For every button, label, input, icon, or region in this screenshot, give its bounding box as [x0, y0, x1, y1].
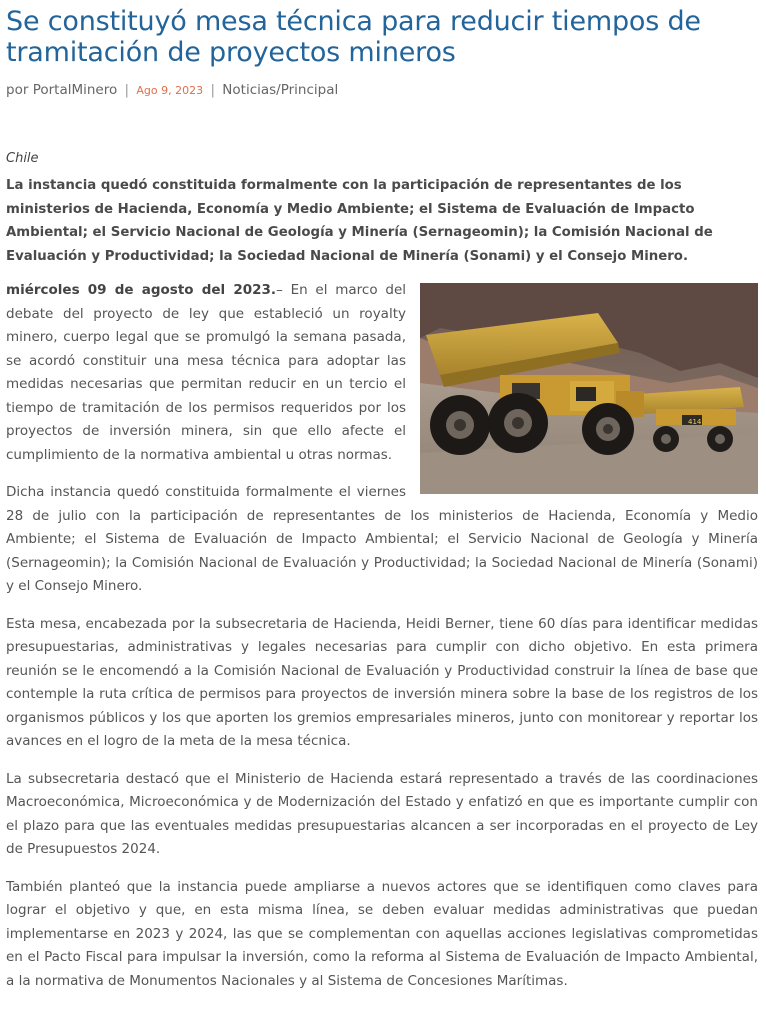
post-date: Ago 9, 2023: [136, 84, 204, 97]
article: [6, 0, 758, 993]
mining-trucks-photo: [420, 283, 758, 494]
lead-paragraph: La instancia quedó constituida formalmente con la participación de representantes de los ministerios de Hacienda, Economía y Medio Ambiente; el Sistema de Evaluación de Impacto Ambiental; el Servicio Nacional de Geología y Minería (Sernageomin); la Comisión Nacional de Evaluación y Productividad; la Sociedad Nacional de Minería (Sonami) y el Consejo Minero.: [6, 178, 713, 264]
truck-number-rear: 414: [688, 418, 702, 426]
front-truck: [426, 313, 644, 455]
meta-separator: |: [124, 82, 130, 98]
meta-prefix: por: [6, 82, 29, 98]
paragraph-1-text: – En el marco del debate del proyecto de ley que estableció un royalty minero, cuerpo legal que se promulgó la semana pasada, se acordó constituir una mesa técnica para adoptar las medidas necesarias que permitan reducir en un tercio el tiempo de tramitación de los permisos requeridos por los proyectos de inversión minera, sin que ello afecte el cumplimiento de la normativa ambiental u otras normas.: [6, 282, 407, 463]
article-title-link[interactable]: Se constituyó mesa técnica para reducir tiempos de tramitación de proyectos mineros: [6, 6, 701, 68]
author-link[interactable]: PortalMinero: [32, 82, 118, 98]
article-title[interactable]: [6, 6, 758, 68]
body-paragraph-3: Esta mesa, encabezada por la subsecretaria de Hacienda, Heidi Berner, tiene 60 días para identificar medidas presupuestarias, administrativas y legales necesarias para cumplir con dicho objetivo. En esta primera reunión se le encomendó a la Comisión Nacional de Evaluación y Productividad construir la línea de base que contemple la ruta crítica de permisos para proyectos de inversión minera sobre la base de los registros de los organismos públicos y los que aporten los gremios empresariales mineros, junto con monitorear y reportar los avances en el logro de la meta de la mesa técnica.: [6, 615, 758, 749]
dateline: miércoles 09 de agosto del 2023.: [6, 282, 277, 298]
location-label: Chile: [6, 151, 39, 166]
post-meta: [6, 80, 758, 101]
category-link[interactable]: Noticias/Principal: [222, 82, 339, 98]
meta-separator: |: [210, 82, 215, 98]
mining-trucks-image: [420, 283, 758, 494]
body-paragraph-4: La subsecretaria destacó que el Ministerio de Hacienda estará representado a través de las coordinaciones Macroeconómica, Microeconómica y de Modernización del Estado y enfatizó en que es importante cumplir con el plazo para que las eventuales medidas presupuestarias alcancen a ser incorporadas en el proyecto de Ley de Presupuestos 2024.: [6, 770, 758, 857]
body-paragraph-5: También planteó que la instancia puede ampliarse a nuevos actores que se identifiquen como claves para lograr el objetivo y que, en esta misma línea, se deben evaluar medidas administrativas que puedan implementarse en 2023 y 2024, las que se complementan con aquellas acciones legislativas comprometidas en el Pacto Fiscal para impulsar la inversión, como la reforma al Sistema de Evaluación de Impacto Ambiental, a la normativa de Monumentos Nacionales y al Sistema de Concesiones Marítimas.: [6, 878, 758, 989]
body-paragraph-2: Dicha instancia quedó constituida formalmente el viernes 28 de julio con la participación de representantes de los ministerios de Hacienda, Economía y Medio Ambiente; el Sistema de Evaluación de Impacto Ambiental; el Servicio Nacional de Geología y Minería (Sernageomin); la Comisión Nacional de Evaluación y Productividad; la Sociedad Nacional de Minería (Sonami) y el Consejo Minero.: [6, 484, 758, 594]
